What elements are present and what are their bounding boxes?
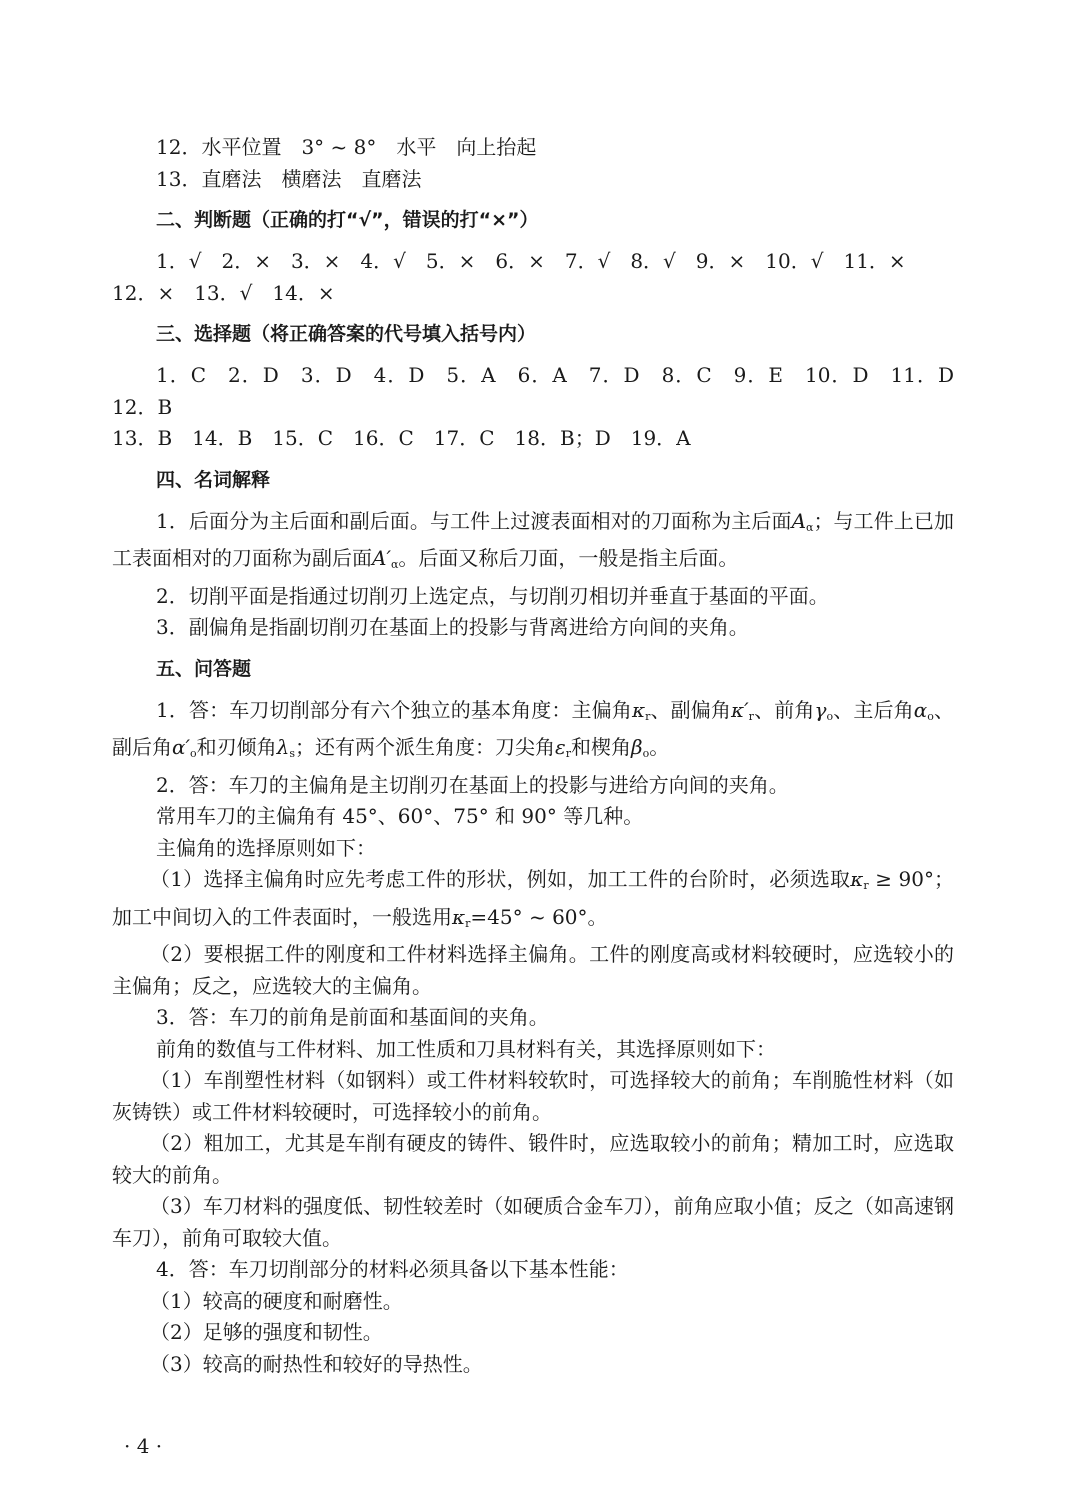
qa-answer-1: 1．答：车刀切削部分有六个独立的基本角度：主偏角$\kappa_r$、副偏角$\kappa'_r$、前角$\gamma_o$、主后角$\alpha_o$、副后角$\alpha'_o$和刃倾角$\lambda_s$；还有两个派生角度：刀尖角$\varepsilon_r$和楔角$\beta_o$。 <box>112 697 955 760</box>
section-heading-judgement: 二、判断题（正确的打“√”，错误的打“×”） <box>156 209 539 231</box>
qa-answer-4-item-1: （1）较高的硬度和耐磨性。 <box>150 1288 403 1313</box>
answer-line-12: 12．水平位置 3° ~ 8° 水平 向上抬起 <box>156 135 537 159</box>
qa-answer-2-item-2: （2）要根据工件的刚度和工件材料选择主偏角。工件的刚度高或材料较硬时，应选较小的主偏角；反之，应选较大的主偏角。 <box>112 942 954 998</box>
section-heading-qa: 五、问答题 <box>156 657 252 680</box>
judgement-answers-1: 1．√ 2．× 3．× 4．√ 5．× 6．× 7．√ 8．√ 9．× 10．√ 11．× <box>156 249 906 273</box>
definition-2: 2．切削平面是指通过切削刃上选定点，与切削刃相切并垂直于基面的平面。 <box>156 583 829 608</box>
qa-answer-2-angles: 常用车刀的主偏角有 45°、60°、75° 和 90° 等几种。 <box>156 804 644 828</box>
qa-answer-3: 3．答：车刀的前角是前面和基面间的夹角。 <box>156 1005 549 1029</box>
section-heading-definitions: 四、名词解释 <box>156 468 271 491</box>
definition-1: 1．后面分为主后面和副后面。与工件上过渡表面相对的刀面称为主后面$A_\alpha$；与工件上已加工表面相对的刀面称为副后面$A'_\alpha$。后面又称后刀面，一般是指主后面。 <box>112 508 955 571</box>
choice-answers-1: 1．C 2．D 3．D 4．D 5．A 6．A 7．D 8．C 9．E 10．D 11．D 12．B <box>112 363 974 419</box>
page-body <box>112 132 974 1380</box>
section-heading-choice: 三、选择题（将正确答案的代号填入括号内） <box>156 323 537 345</box>
qa-answer-3-item-1: （1）车削塑性材料（如钢料）或工件材料较软时，可选择较大的前角；车削脆性材料（如灰铸铁）或工件材料较硬时，可选择较小的前角。 <box>112 1068 954 1124</box>
page-number: · 4 · <box>124 1434 163 1458</box>
qa-answer-3-principles: 前角的数值与工件材料、加工性质和刀具材料有关，其选择原则如下： <box>156 1036 776 1061</box>
qa-answer-2-item-1: （1）选择主偏角时应先考虑工件的形状，例如，加工工件的台阶时，必须选取$\kappa_r \ge 90^\circ$；加工中间切入的工件表面时，一般选用$\kappa_r=45^\circ$ ~ 60°。 <box>112 867 954 930</box>
choice-answers-2: 13．B 14．B 15．C 16．C 17．C 18．B；D 19．A <box>112 426 691 450</box>
qa-answer-2: 2．答：车刀的主偏角是主切削刃在基面上的投影与进给方向间的夹角。 <box>156 772 789 797</box>
qa-answer-2-principles: 主偏角的选择原则如下： <box>156 835 376 860</box>
qa-answer-3-item-3: （3）车刀材料的强度低、韧性较差时（如硬质合金车刀），前角应取小值；反之（如高速钢车刀），前角可取较大值。 <box>112 1194 954 1250</box>
qa-answer-4: 4．答：车刀切削部分的材料必须具备以下基本性能： <box>156 1257 629 1281</box>
qa-answer-4-item-2: （2）足够的强度和韧性。 <box>150 1320 383 1344</box>
judgement-answers-2: 12．× 13．√ 14．× <box>112 280 335 305</box>
qa-answer-4-item-3: （3）较高的耐热性和较好的导热性。 <box>150 1351 483 1376</box>
answer-line-13: 13．直磨法 横磨法 直磨法 <box>156 166 422 191</box>
qa-answer-3-item-2: （2）粗加工，尤其是车削有硬皮的铸件、锻件时，应选取较小的前角；精加工时，应选取较大的前角。 <box>112 1131 954 1187</box>
definition-3: 3．副偏角是指副切削刃在基面上的投影与背离进给方向间的夹角。 <box>156 615 749 639</box>
